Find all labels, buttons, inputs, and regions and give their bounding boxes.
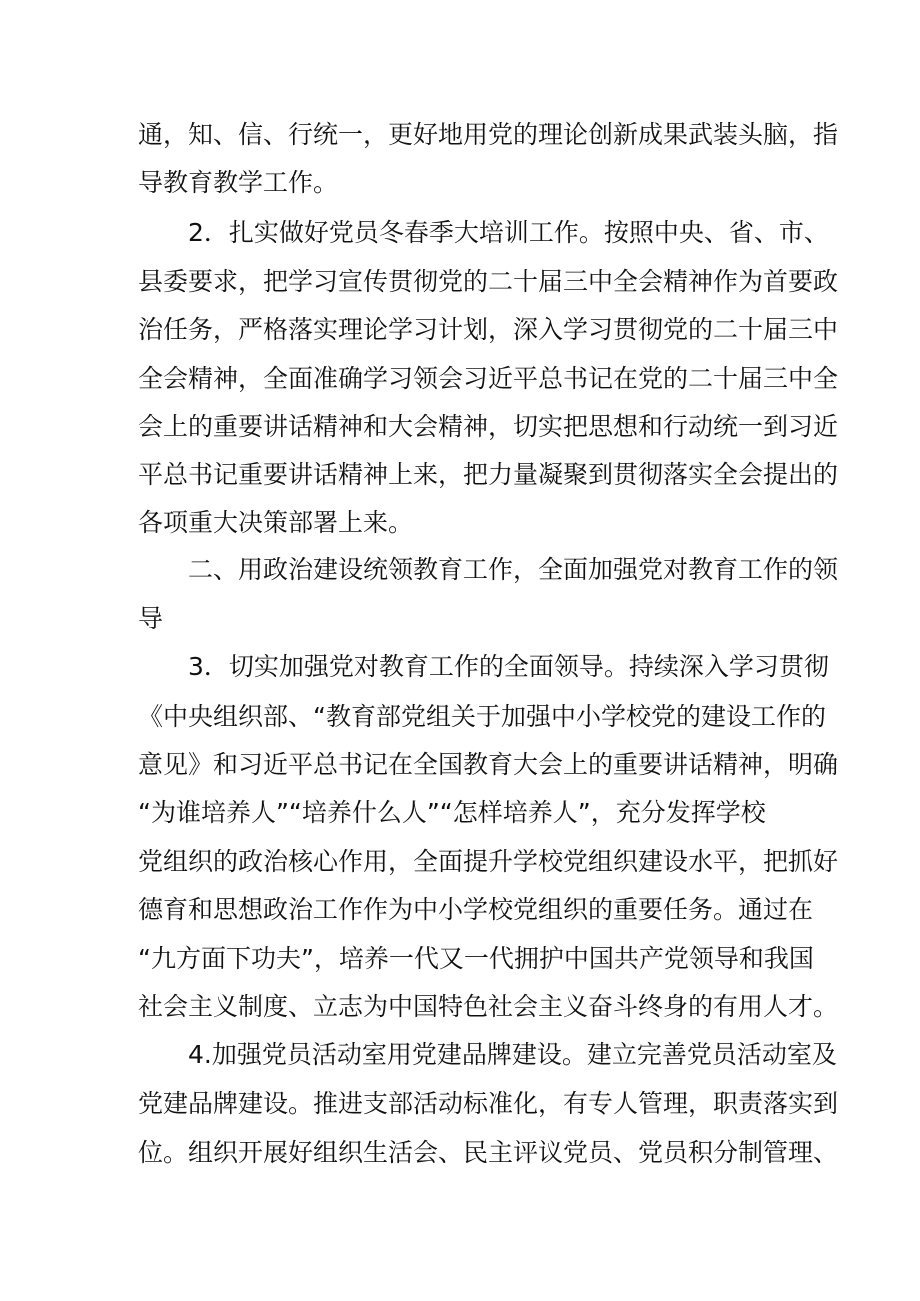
text-line: 党组织的政治核心作用，全面提升学校党组织建设水平，把抓好 bbox=[138, 847, 839, 876]
text-line: 党建品牌建设。推进支部活动标准化，有专人管理，职责落实到 bbox=[138, 1089, 839, 1118]
section-heading-line: 二、用政治建设统领教育工作，全面加强党对教育工作的领 bbox=[188, 555, 839, 584]
text-line: 县委要求，把学习宣传贯彻党的二十届三中全会精神作为首要政 bbox=[138, 267, 839, 296]
text-line: 社会主义制度、立志为中国特色社会主义奋斗终身的有用人才。 bbox=[138, 992, 839, 1021]
text-line: 2．扎实做好党员冬春季大培训工作。按照中央、省、市、 bbox=[188, 218, 829, 247]
text-line: 全会精神，全面准确学习领会习近平总书记在党的二十届三中全 bbox=[138, 364, 839, 393]
text-line: 意见》和习近平总书记在全国教育大会上的重要讲话精神，明确 bbox=[138, 750, 839, 779]
text-line: 《中央组织部、“教育部党组关于加强中小学校党的建设工作的 bbox=[138, 702, 826, 731]
text-line: 导教育教学工作。 bbox=[138, 168, 339, 197]
text-line: “九方面下功夫”，培养一代又一代拥护中国共产党领导和我国 bbox=[138, 944, 814, 973]
section-heading-line: 导 bbox=[138, 604, 164, 633]
text-line: 平总书记重要讲话精神上来，把力量凝聚到贯彻落实全会提出的 bbox=[138, 460, 839, 489]
text-line: “为谁培养人”“培养什么人”“怎样培养人”，充分发挥学校 bbox=[138, 798, 766, 827]
text-line: 位。组织开展好组织生活会、民主评议党员、党员积分制管理、 bbox=[138, 1138, 839, 1167]
text-line: 治任务，严格落实理论学习计划，深入学习贯彻党的二十届三中 bbox=[138, 315, 839, 344]
text-line: 会上的重要讲话精神和大会精神，切实把思想和行动统一到习近 bbox=[138, 412, 839, 441]
text-line: 德育和思想政治工作作为中小学校党组织的重要任务。通过在 bbox=[138, 895, 814, 924]
text-line: 3．切实加强党对教育工作的全面领导。持续深入学习贯彻 bbox=[188, 652, 829, 681]
text-line: 4.加强党员活动室用党建品牌建设。建立完善党员活动室及 bbox=[188, 1040, 837, 1069]
text-line: 各项重大决策部署上来。 bbox=[138, 508, 414, 537]
text-line: 通，知、信、行统一，更好地用党的理论创新成果武装头脑，指 bbox=[138, 120, 839, 149]
